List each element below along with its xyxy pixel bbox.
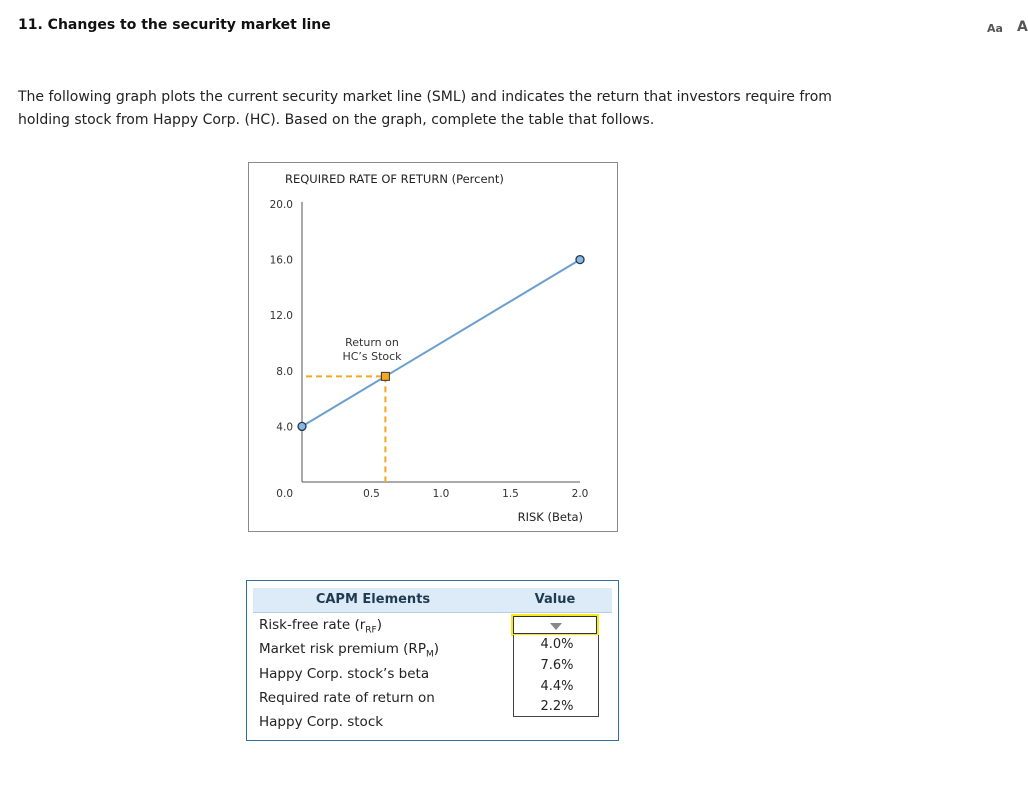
y-tick-label: 16.0	[269, 254, 293, 267]
y-tick-label: 20.0	[269, 199, 293, 211]
font-toggle-partial-icon[interactable]: A	[1017, 19, 1028, 35]
row-label-sub: RF	[365, 625, 377, 636]
question-intro: The following graph plots the current security market line (SML) and indicates the return that investors require from holding stock from Happy Corp. (HC). Based on the graph, complete the table that follows.	[18, 89, 832, 128]
row-label: Required rate of return on	[259, 690, 435, 706]
dropdown-option[interactable]: 4.4%	[540, 679, 574, 694]
x-tick-label: 0.5	[363, 488, 380, 500]
sml-line	[302, 260, 580, 427]
sml-graph	[248, 162, 618, 532]
dropdown-options-list	[513, 635, 599, 717]
x-axis-label: RISK (Beta)	[517, 510, 583, 524]
row-label-sub: M	[425, 649, 434, 660]
row-label: Happy Corp. stock	[259, 714, 384, 730]
dropdown-option[interactable]: 7.6%	[540, 658, 574, 673]
row-label-suffix: )	[376, 617, 383, 633]
hc-annotation: Return on	[345, 336, 399, 349]
dropdown-option[interactable]: 2.2%	[540, 699, 574, 714]
y-tick-label: 4.0	[276, 421, 293, 434]
question-title: 11. Changes to the security market line	[18, 17, 331, 33]
row-label-suffix: )	[433, 641, 440, 657]
chevron-down-icon	[550, 623, 562, 630]
font-size-toggle[interactable]: Aa	[987, 22, 1003, 35]
sml-chart-svg	[249, 163, 617, 531]
row-required-return	[259, 690, 435, 706]
y-tick-label: 8.0	[276, 365, 293, 378]
row-label: Happy Corp. stock’s beta	[259, 666, 430, 682]
x-tick-label: 2.0	[571, 488, 589, 500]
row-label: Risk-free rate (r	[259, 617, 366, 633]
dropdown-option[interactable]: 4.0%	[540, 637, 574, 652]
risk-free-rate-dropdown[interactable]	[511, 614, 599, 636]
x-tick-label: 1.0	[432, 488, 450, 500]
y-tick-label: 12.0	[269, 310, 293, 323]
capm-table	[246, 580, 619, 741]
capm-elements-header: CAPM Elements	[315, 592, 431, 607]
row-stock-beta	[259, 666, 429, 682]
x-tick-label: 1.5	[502, 488, 519, 500]
hc-annotation: HC’s Stock	[342, 350, 402, 363]
hc-stock-point	[381, 372, 389, 380]
row-required-return-cont	[259, 714, 383, 730]
capm-table-header	[253, 588, 612, 613]
sml-endpoint	[298, 422, 306, 430]
row-market-risk-premium	[259, 641, 439, 660]
y-tick-label: 0.0	[276, 488, 293, 500]
value-header: Value	[534, 592, 576, 607]
chart-title: REQUIRED RATE OF RETURN (Percent)	[285, 172, 504, 186]
row-risk-free-rate	[259, 617, 382, 636]
row-label: Market risk premium (RP	[259, 641, 426, 657]
sml-endpoint	[576, 256, 584, 264]
